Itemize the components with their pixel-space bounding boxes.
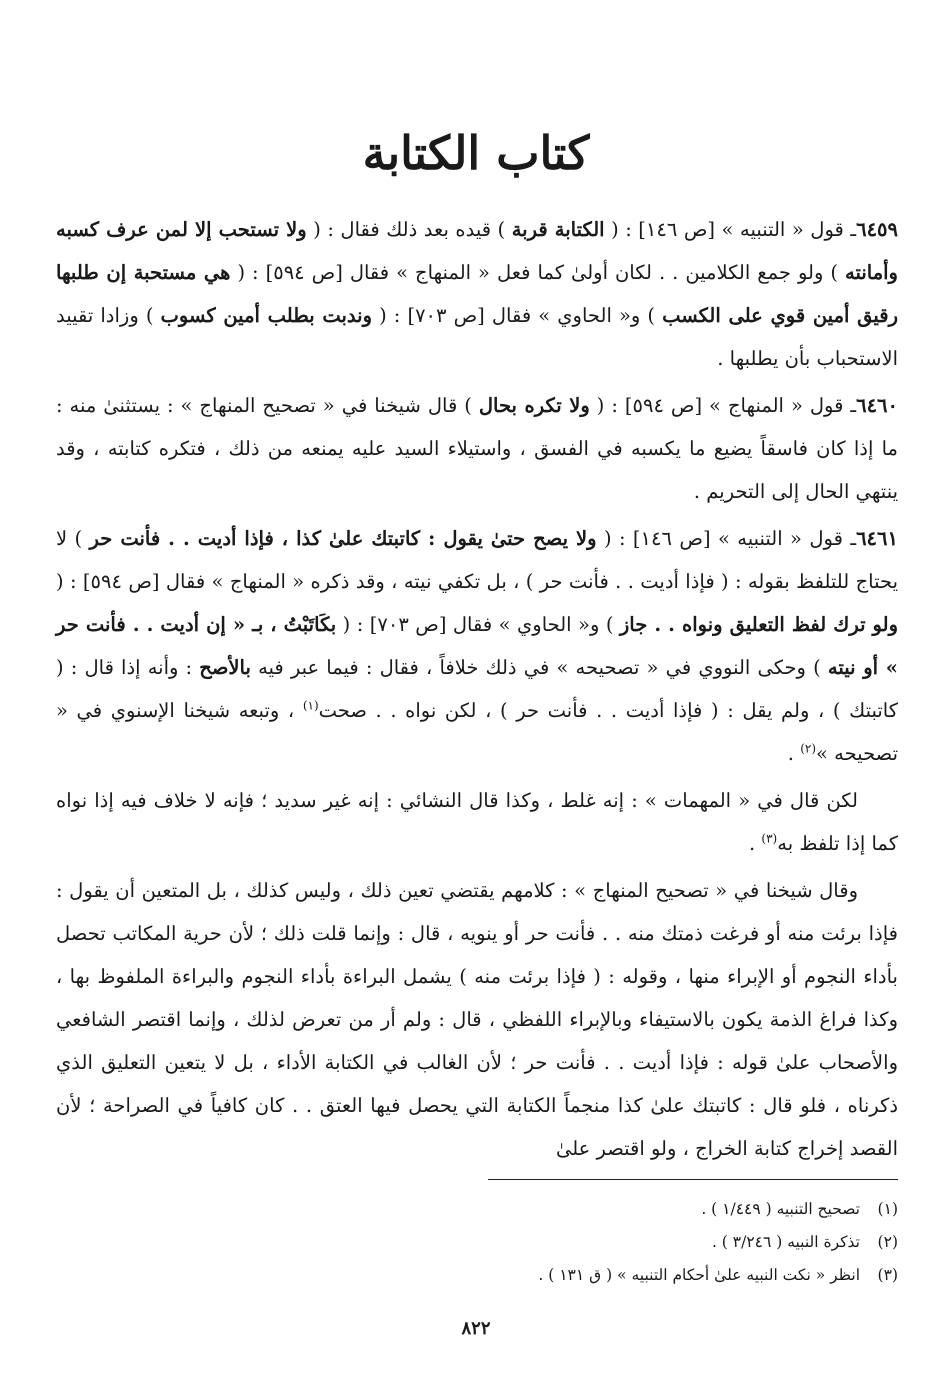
chapter-title: كتاب الكتابة bbox=[362, 126, 590, 180]
quoted-text: هي مستحبة إن طلبها رقيق أمين قوي على الكسب bbox=[56, 261, 899, 327]
paragraph-6461: ٦٤٦١ـ قول « التنبيه » [ص ١٤٦] : ( ولا يصح حتىٰ يقول : كاتبتك علىٰ كذا ، فإذا أديت . . فأنت حر ) لا يحتاج للتلفظ بقوله : ( فإذا أديت . . فأنت حر ) ، بل تكفي نيته ، وقد ذكره « المنهاج » فقال [ص ٥٩٤] : ( ولو ترك لفظ التعليق ونواه . . جاز ) و« الحاوي » فقال [ص ٧٠٣] : ( بكَاتَبْتُ ، بـ « إن أديت . . فأنت حر » أو نيته ) وحكى النووي في « تصحيحه » في ذلك خلافاً ، فقال : فيما عبر فيه بالأصح : وأنه إذا قال : ( كاتبتك ) ، ولم يقل : ( فإذا أديت . . فأنت حر ) ، لكن نواه . . صحت$^{(١)}$ ، وتبعه شيخنا الإسنوي في « تصحيحه »$^{(٢)}$ . bbox=[56, 527, 898, 765]
quoted-text: الكتابة قربة bbox=[511, 218, 605, 241]
paragraph-6459: ٦٤٥٩ـ قول « التنبيه » [ص ١٤٦] : ( الكتابة قربة ) قيده بعد ذلك فقال : ( ولا تستحب إلا لمن عرف كسبه وأمانته ) ولو جمع الكلامين . . لكان أولىٰ كما فعل « المنهاج » فقال [ص ٥٩٤] : ( هي مستحبة إن طلبها رقيق أمين قوي على الكسب ) و« الحاوي » فقال [ص ٧٠٣] : ( وندبت بطلب أمين كسوب ) وزادا تقييد الاستحباب بأن يطلبها . bbox=[56, 218, 899, 370]
footnote-ref-1[interactable]: (١) bbox=[302, 698, 319, 713]
paragraph-tashih: وقال شيخنا في « تصحيح المنهاج » : كلامهم يقتضي تعين ذلك ، وليس كذلك ، بل المتعين أن يقول : فإذا برئت منه أو فرغت ذمتك منه . . فأنت حر أو ينويه ، قال : وإنما قلت ذلك ؛ لأن حرية المكاتب تحصل بأداء النجوم أو الإبراء منها ، وقوله : ( فإذا برئت منه ) يشمل البراءة بأداء النجوم والبراءة الملفوظ بها ، وكذا فراغ الذمة يكون بالاستيفاء وبالإبراء اللفظي ، قال : ولم أر من تعرض لذلك ، وإنما اقتصر الشافعي والأصحاب علىٰ قوله : فإذا أديت . . فأنت حر ؛ لأن الغالب في الكتابة الأداء ، بل لا يتعين التعليق الذي ذكرناه ، فلو قال : كاتبتك علىٰ كذا منجماً الكتابة التي يحصل فيها العتق . . كان كافياً في الصراحة ؛ لأن القصد إخراج كتابة الخراج ، ولو اقتصر علىٰ bbox=[56, 879, 898, 1160]
quoted-text: وندبت بطلب أمين كسوب bbox=[160, 304, 372, 327]
quoted-text: بكَاتَبْتُ ، بـ « إن أديت . . فأنت حر » أو نيته bbox=[56, 613, 898, 679]
quoted-text: ولا تكره بحال bbox=[478, 394, 590, 417]
footnote-divider bbox=[488, 1179, 898, 1180]
footnotes bbox=[56, 1193, 898, 1292]
quoted-text: ولو ترك لفظ التعليق ونواه . . جاز bbox=[619, 613, 898, 636]
page-number: ٨٢٢ bbox=[461, 1318, 491, 1339]
footnote-2: (٢)تذكرة النبيه ( ٣/٢٤٦ ) . bbox=[711, 1233, 898, 1251]
quoted-text: ولا يصح حتىٰ يقول : كاتبتك علىٰ كذا ، فإذا أديت . . فأنت حر bbox=[89, 527, 597, 550]
paragraph-mohimmat: لكن قال في « المهمات » : إنه غلط ، وكذا قال النشائي : إنه غير سديد ؛ فإنه لا خلاف فيه إذا نواه كما إذا تلفظ به$^{(٣)}$ . bbox=[56, 789, 898, 855]
footnote-1: (١)تصحيح التنبيه ( ١/٤٤٩ ) . bbox=[701, 1200, 898, 1218]
quoted-text: بالأصح bbox=[199, 656, 251, 679]
issue-number: ٦٤٥٩ bbox=[856, 218, 898, 241]
issue-number: ٦٤٦٠ bbox=[856, 394, 898, 417]
paragraph-6460: ٦٤٦٠ـ قول « المنهاج » [ص ٥٩٤] : ( ولا تكره بحال ) قال شيخنا في « تصحيح المنهاج » : يستثنىٰ منه : ما إذا كان فاسقاً يضيع ما يكسبه في الفسق ، واستيلاء السيد عليه يمنعه من ذلك ، فتكره كتابته ، وقد ينتهي الحال إلى التحريم . bbox=[56, 394, 898, 503]
footnote-ref-2[interactable]: (٢) bbox=[800, 741, 817, 756]
footnote-3: (٣)انظر « نكت النبيه علىٰ أحكام التنبيه » ( ق ١٣١ ) . bbox=[538, 1266, 898, 1284]
footnote-ref-3[interactable]: (٣) bbox=[761, 831, 778, 846]
main-text bbox=[56, 208, 898, 1174]
quoted-text: ولا تستحب إلا لمن عرف كسبه وأمانته bbox=[56, 218, 898, 284]
issue-number: ٦٤٦١ bbox=[856, 527, 898, 550]
